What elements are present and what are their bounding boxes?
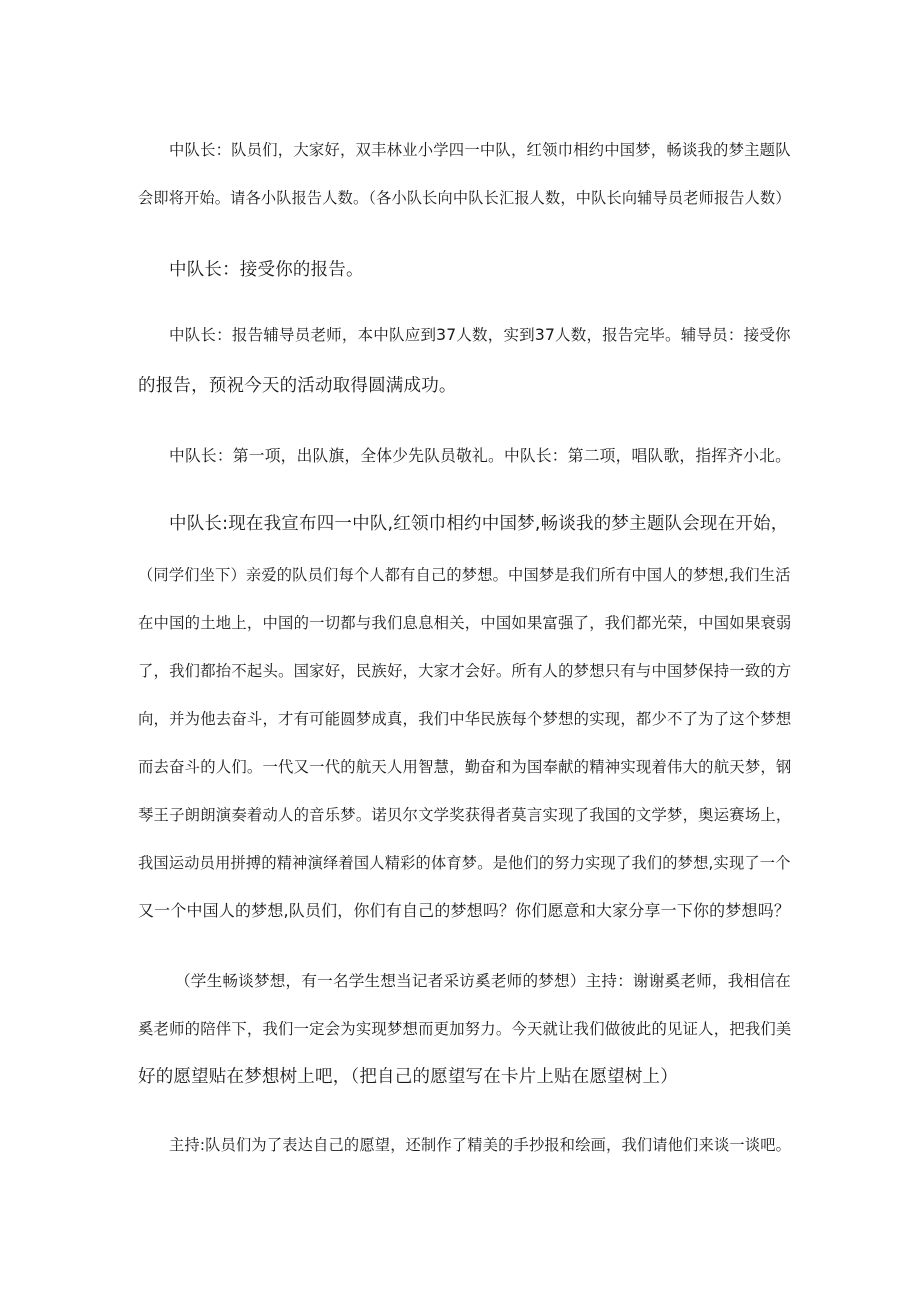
paragraph-1-line-2: 会即将开始。请各小队报告人数。（各小队长向中队长汇报人数，中队长向辅导员老师报告人数） [138,189,791,207]
paragraph-5-line-6: 而去奋斗的人们。一代又一代的航天人用智慧，勤奋和为国奉献的精神实现着伟大的航天梦，钢 [138,758,792,776]
paragraph-6-line-1: （学生畅谈梦想，有一名学生想当记者采访奚老师的梦想）主持：谢谢奚老师，我相信在 [175,972,791,990]
paragraph-5-line-7: 琴王子朗朗演奏着动人的音乐梦。诺贝尔文学奖获得者莫言实现了我国的文学梦，奥运赛场上， [138,806,792,824]
paragraph-1-line-1: 中队长：队员们，大家好，双丰林业小学四一中队，红领巾相约中国梦，畅谈我的梦主题队 [169,141,791,159]
paragraph-5-line-2: （同学们坐下）亲爱的队员们每个人都有自己的梦想。中国梦是我们所有中国人的梦想,我们生活 [138,566,791,584]
paragraph-6-line-2: 奚老师的陪伴下，我们一定会为实现梦想而更加努力。今天就让我们做彼此的见证人，把我们美 [138,1020,792,1038]
paragraph-5-line-3: 在中国的土地上，中国的一切都与我们息息相关，中国如果富强了，我们都光荣，中国如果衰弱 [138,614,792,632]
paragraph-6-line-3: 好的愿望贴在梦想树上吧，（把自己的愿望写在卡片上贴在愿望树上） [138,1067,678,1087]
paragraph-3-line-1: 中队长：报告辅导员老师，本中队应到37人数，实到37人数，报告完毕。辅导员：接受你 [169,326,791,344]
paragraph-5-line-5: 向，并为他去奋斗，才有可能圆梦成真，我们中华民族每个梦想的实现，都少不了为了这个梦想 [138,710,792,728]
paragraph-5-line-1: 中队长:现在我宣布四一中队,红领巾相约中国梦,畅谈我的梦主题队会现在开始， [169,514,789,534]
paragraph-5-line-9: 又一个中国人的梦想,队员们，你们有自己的梦想吗？你们愿意和大家分享一下你的梦想吗？ [138,901,791,920]
paragraph-2-line-1: 中队长：接受你的报告。 [169,260,364,280]
paragraph-5-line-8: 我国运动员用拼搏的精神演绎着国人精彩的体育梦。是他们的努力实现了我们的梦想,实现了一个 [138,854,791,872]
paragraph-7-line-1: 主持:队员们为了表达自己的愿望，还制作了精美的手抄报和绘画，我们请他们来谈一谈吧。 [169,1136,792,1154]
paragraph-3-line-2: 的报告，预祝今天的活动取得圆满成功。 [138,376,457,396]
paragraph-4-line-1: 中队长：第一项，出队旗，全体少先队员敬礼。中队长：第二项，唱队歌，指挥齐小北。 [169,446,792,465]
paragraph-5-line-4: 了，我们都抬不起头。国家好，民族好，大家才会好。所有人的梦想只有与中国梦保持一致的方 [138,662,792,680]
